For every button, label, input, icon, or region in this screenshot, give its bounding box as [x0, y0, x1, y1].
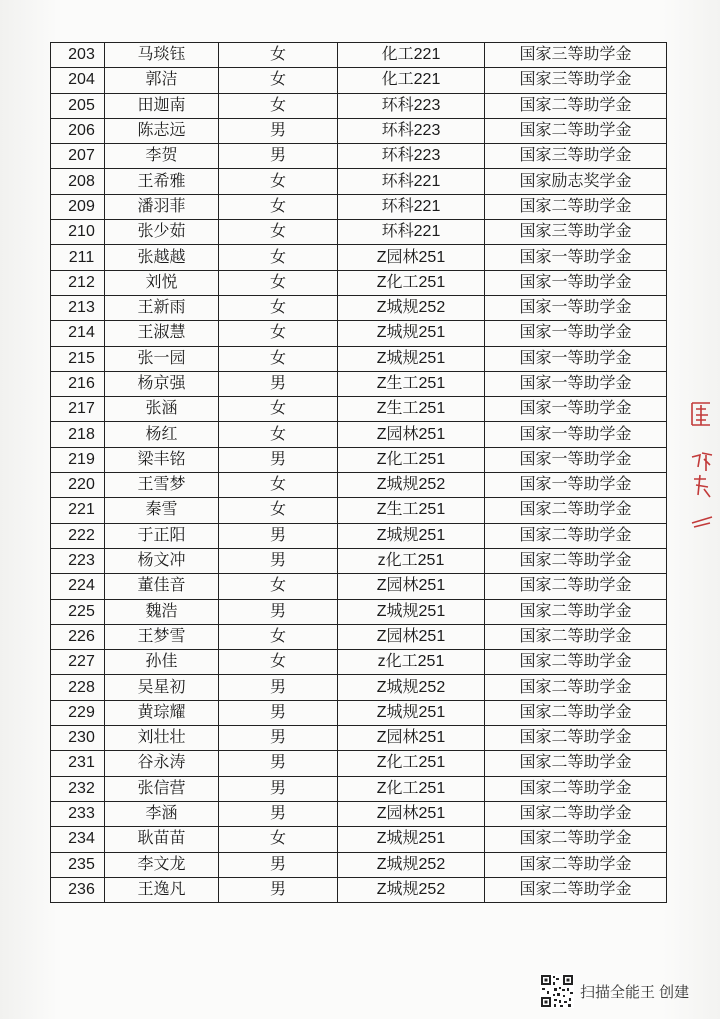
- award-type: 国家三等助学金: [485, 144, 667, 169]
- student-class: Z化工251: [338, 447, 485, 472]
- student-class: Z城规251: [338, 599, 485, 624]
- award-type: 国家三等助学金: [485, 68, 667, 93]
- student-class: 环科221: [338, 220, 485, 245]
- row-number: 210: [51, 220, 105, 245]
- table-row: [51, 220, 667, 245]
- row-number: 217: [51, 397, 105, 422]
- row-number: 208: [51, 169, 105, 194]
- student-name: 潘羽菲: [105, 194, 219, 219]
- row-number: 215: [51, 346, 105, 371]
- student-gender: 女: [219, 93, 338, 118]
- student-gender: 男: [219, 700, 338, 725]
- row-number: 232: [51, 776, 105, 801]
- student-name: 王逸凡: [105, 877, 219, 902]
- student-name: 张一园: [105, 346, 219, 371]
- student-gender: 男: [219, 877, 338, 902]
- student-gender: 男: [219, 726, 338, 751]
- award-type: 国家二等助学金: [485, 776, 667, 801]
- table-row: [51, 751, 667, 776]
- award-type: 国家一等助学金: [485, 321, 667, 346]
- table-row: [51, 43, 667, 68]
- student-gender: 男: [219, 118, 338, 143]
- table-row: [51, 650, 667, 675]
- student-class: Z园林251: [338, 801, 485, 826]
- table-row: [51, 700, 667, 725]
- award-type: 国家二等助学金: [485, 548, 667, 573]
- qr-code-icon: [540, 974, 574, 1008]
- student-class: 环科223: [338, 118, 485, 143]
- student-class: 环科223: [338, 93, 485, 118]
- student-class: Z城规251: [338, 700, 485, 725]
- student-gender: 男: [219, 447, 338, 472]
- student-name: 耿苗苗: [105, 827, 219, 852]
- student-class: Z园林251: [338, 245, 485, 270]
- table-row: [51, 93, 667, 118]
- table-row: [51, 548, 667, 573]
- award-type: 国家二等助学金: [485, 624, 667, 649]
- table-row: [51, 726, 667, 751]
- row-number: 231: [51, 751, 105, 776]
- student-class: Z化工251: [338, 270, 485, 295]
- award-type: 国家一等助学金: [485, 371, 667, 396]
- award-type: 国家一等助学金: [485, 397, 667, 422]
- table-row: [51, 295, 667, 320]
- student-gender: 女: [219, 270, 338, 295]
- student-gender: 男: [219, 801, 338, 826]
- row-number: 230: [51, 726, 105, 751]
- student-gender: 男: [219, 523, 338, 548]
- student-gender: 女: [219, 346, 338, 371]
- student-gender: 女: [219, 650, 338, 675]
- award-type: 国家一等助学金: [485, 473, 667, 498]
- award-type: 国家二等助学金: [485, 574, 667, 599]
- table-row: [51, 321, 667, 346]
- student-name: 杨京强: [105, 371, 219, 396]
- student-name: 孙佳: [105, 650, 219, 675]
- row-number: 224: [51, 574, 105, 599]
- table-row: [51, 801, 667, 826]
- student-name: 杨红: [105, 422, 219, 447]
- student-gender: 女: [219, 827, 338, 852]
- table-row: [51, 877, 667, 902]
- award-type: 国家二等助学金: [485, 751, 667, 776]
- student-class: Z城规252: [338, 852, 485, 877]
- award-type: 国家一等助学金: [485, 422, 667, 447]
- student-class: Z化工251: [338, 751, 485, 776]
- red-stamp-marks: [686, 395, 716, 535]
- student-class: Z生工251: [338, 498, 485, 523]
- award-type: 国家二等助学金: [485, 93, 667, 118]
- award-type: 国家二等助学金: [485, 650, 667, 675]
- student-name: 刘悦: [105, 270, 219, 295]
- table-row: [51, 169, 667, 194]
- student-gender: 女: [219, 245, 338, 270]
- student-gender: 女: [219, 624, 338, 649]
- student-class: 化工221: [338, 68, 485, 93]
- award-type: 国家二等助学金: [485, 498, 667, 523]
- student-class: Z生工251: [338, 371, 485, 396]
- student-gender: 女: [219, 422, 338, 447]
- student-name: 郭洁: [105, 68, 219, 93]
- row-number: 228: [51, 675, 105, 700]
- row-number: 236: [51, 877, 105, 902]
- student-gender: 女: [219, 43, 338, 68]
- row-number: 205: [51, 93, 105, 118]
- student-name: 梁丰铭: [105, 447, 219, 472]
- row-number: 203: [51, 43, 105, 68]
- student-gender: 女: [219, 397, 338, 422]
- student-class: Z城规251: [338, 827, 485, 852]
- row-number: 220: [51, 473, 105, 498]
- table-row: [51, 675, 667, 700]
- table-row: [51, 852, 667, 877]
- student-gender: 男: [219, 675, 338, 700]
- student-gender: 女: [219, 68, 338, 93]
- row-number: 212: [51, 270, 105, 295]
- student-gender: 女: [219, 574, 338, 599]
- row-number: 229: [51, 700, 105, 725]
- award-type: 国家一等助学金: [485, 245, 667, 270]
- award-type: 国家一等助学金: [485, 295, 667, 320]
- row-number: 221: [51, 498, 105, 523]
- row-number: 234: [51, 827, 105, 852]
- student-class: Z城规251: [338, 523, 485, 548]
- student-gender: 男: [219, 776, 338, 801]
- student-gender: 女: [219, 498, 338, 523]
- student-gender: 男: [219, 548, 338, 573]
- student-gender: 女: [219, 295, 338, 320]
- award-type: 国家二等助学金: [485, 877, 667, 902]
- watermark-text: 扫描全能王 创建: [580, 983, 690, 1001]
- table-row: [51, 473, 667, 498]
- student-name: 杨文冲: [105, 548, 219, 573]
- award-type: 国家二等助学金: [485, 801, 667, 826]
- table-row: [51, 447, 667, 472]
- award-type: 国家三等助学金: [485, 220, 667, 245]
- row-number: 206: [51, 118, 105, 143]
- award-type: 国家一等助学金: [485, 346, 667, 371]
- table-row: [51, 523, 667, 548]
- row-number: 216: [51, 371, 105, 396]
- student-name: 王淑慧: [105, 321, 219, 346]
- student-name: 马琰钰: [105, 43, 219, 68]
- award-type: 国家二等助学金: [485, 675, 667, 700]
- student-class: Z城规252: [338, 295, 485, 320]
- student-class: Z化工251: [338, 776, 485, 801]
- award-type: 国家二等助学金: [485, 523, 667, 548]
- award-type: 国家三等助学金: [485, 43, 667, 68]
- student-name: 王雪梦: [105, 473, 219, 498]
- row-number: 218: [51, 422, 105, 447]
- student-class: z化工251: [338, 548, 485, 573]
- table-row: [51, 346, 667, 371]
- award-type: 国家二等助学金: [485, 827, 667, 852]
- student-name: 张涵: [105, 397, 219, 422]
- award-type: 国家一等助学金: [485, 270, 667, 295]
- student-name: 董佳音: [105, 574, 219, 599]
- table-row: [51, 498, 667, 523]
- table-row: [51, 270, 667, 295]
- student-class: Z城规252: [338, 877, 485, 902]
- row-number: 222: [51, 523, 105, 548]
- row-number: 209: [51, 194, 105, 219]
- student-name: 张少茹: [105, 220, 219, 245]
- student-class: 环科223: [338, 144, 485, 169]
- award-type: 国家二等助学金: [485, 700, 667, 725]
- student-gender: 女: [219, 473, 338, 498]
- student-name: 黄琮耀: [105, 700, 219, 725]
- student-name: 李涵: [105, 801, 219, 826]
- student-name: 李文龙: [105, 852, 219, 877]
- student-class: 环科221: [338, 194, 485, 219]
- student-name: 张越越: [105, 245, 219, 270]
- student-class: Z园林251: [338, 422, 485, 447]
- row-number: 223: [51, 548, 105, 573]
- award-type: 国家二等助学金: [485, 726, 667, 751]
- student-name: 张信营: [105, 776, 219, 801]
- student-name: 陈志远: [105, 118, 219, 143]
- student-class: Z城规252: [338, 473, 485, 498]
- table-row: [51, 827, 667, 852]
- student-name: 王希雅: [105, 169, 219, 194]
- student-class: z化工251: [338, 650, 485, 675]
- student-name: 吴星初: [105, 675, 219, 700]
- award-type: 国家励志奖学金: [485, 169, 667, 194]
- student-name: 刘壮壮: [105, 726, 219, 751]
- award-type: 国家二等助学金: [485, 194, 667, 219]
- table-row: [51, 422, 667, 447]
- student-gender: 男: [219, 852, 338, 877]
- award-roster-table: [50, 42, 667, 903]
- table-row: [51, 118, 667, 143]
- award-type: 国家一等助学金: [485, 447, 667, 472]
- student-class: Z生工251: [338, 397, 485, 422]
- table-row: [51, 194, 667, 219]
- row-number: 225: [51, 599, 105, 624]
- student-name: 于正阳: [105, 523, 219, 548]
- table-row: [51, 599, 667, 624]
- student-gender: 男: [219, 751, 338, 776]
- student-name: 秦雪: [105, 498, 219, 523]
- award-type: 国家二等助学金: [485, 599, 667, 624]
- student-class: Z城规251: [338, 321, 485, 346]
- student-gender: 女: [219, 321, 338, 346]
- student-class: Z城规251: [338, 346, 485, 371]
- roster-body: [51, 43, 667, 903]
- student-gender: 女: [219, 169, 338, 194]
- row-number: 226: [51, 624, 105, 649]
- row-number: 211: [51, 245, 105, 270]
- row-number: 235: [51, 852, 105, 877]
- student-class: Z园林251: [338, 726, 485, 751]
- award-type: 国家二等助学金: [485, 852, 667, 877]
- student-name: 王梦雪: [105, 624, 219, 649]
- student-gender: 男: [219, 144, 338, 169]
- scanner-watermark: [540, 972, 720, 1010]
- table-row: [51, 776, 667, 801]
- student-name: 魏浩: [105, 599, 219, 624]
- table-row: [51, 624, 667, 649]
- row-number: 227: [51, 650, 105, 675]
- row-number: 207: [51, 144, 105, 169]
- student-class: 化工221: [338, 43, 485, 68]
- student-name: 田迦南: [105, 93, 219, 118]
- student-class: 环科221: [338, 169, 485, 194]
- table-row: [51, 371, 667, 396]
- student-gender: 男: [219, 599, 338, 624]
- table-row: [51, 245, 667, 270]
- row-number: 219: [51, 447, 105, 472]
- row-number: 233: [51, 801, 105, 826]
- student-name: 谷永涛: [105, 751, 219, 776]
- award-type: 国家二等助学金: [485, 118, 667, 143]
- row-number: 213: [51, 295, 105, 320]
- table-row: [51, 68, 667, 93]
- student-class: Z园林251: [338, 574, 485, 599]
- student-class: Z园林251: [338, 624, 485, 649]
- student-class: Z城规252: [338, 675, 485, 700]
- table-row: [51, 574, 667, 599]
- student-name: 王新雨: [105, 295, 219, 320]
- student-gender: 男: [219, 371, 338, 396]
- row-number: 214: [51, 321, 105, 346]
- student-name: 李贺: [105, 144, 219, 169]
- table-row: [51, 144, 667, 169]
- student-gender: 女: [219, 194, 338, 219]
- student-gender: 女: [219, 220, 338, 245]
- row-number: 204: [51, 68, 105, 93]
- table-row: [51, 397, 667, 422]
